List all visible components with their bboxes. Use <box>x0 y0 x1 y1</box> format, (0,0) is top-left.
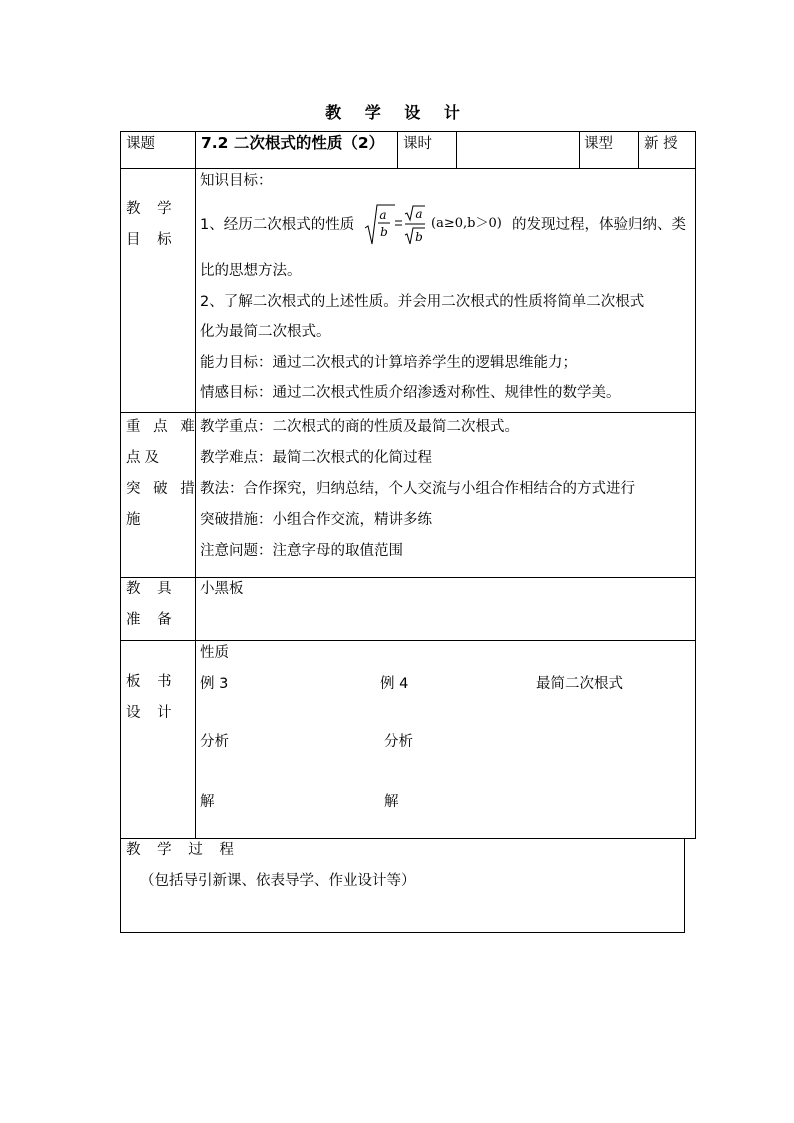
teaching-method: 教法：合作探究，归纳总结，个人交流与小组合作相结合的方式进行 <box>200 481 635 497</box>
tools-value: 小黑板 <box>200 581 244 597</box>
hours-label: 课时 <box>403 136 432 152</box>
header-divider-2 <box>456 131 457 169</box>
keypoints-label-line2: 点及 <box>126 450 163 466</box>
objective-item1-line2: 比的思想方法。 <box>200 263 302 279</box>
knowledge-heading: 知识目标： <box>200 173 273 189</box>
board-solution-1: 解 <box>200 794 215 810</box>
row-divider-keypoints <box>120 577 696 578</box>
tools-label-line2: 准 备 <box>126 612 178 628</box>
objectives-label-line1: 教 学 <box>126 201 178 217</box>
process-note: （包括导引新课、依表导学、作业设计等） <box>140 873 416 889</box>
process-right-border <box>684 838 685 933</box>
objective-item1-prefix: 1、经历二次根式的性质 <box>200 217 355 233</box>
formula-rhs-denominator: b <box>415 230 423 244</box>
formula-condition: (a≥0,b＞0) <box>431 216 502 231</box>
objective-item2-line1: 2、了解二次根式的上述性质。并会用二次根式的性质将简单二次根式 <box>200 294 645 310</box>
keypoints-label-line1: 重 点 难 <box>126 419 199 435</box>
objective-item1-suffix: 的发现过程，体验归纳、类 <box>512 217 686 233</box>
row-divider-tools <box>120 640 696 641</box>
header-divider-3 <box>579 131 580 169</box>
topic-value: 7.2 二次根式的性质（2） <box>201 134 385 152</box>
objective-item2-line2: 化为最简二次根式。 <box>200 324 331 340</box>
breakthrough-measures: 突破措施：小组合作交流，精讲多练 <box>200 512 432 528</box>
table-right-border <box>695 131 696 839</box>
ability-objective: 能力目标：通过二次根式的计算培养学生的逻辑思维能力； <box>200 355 577 371</box>
quotient-root-formula <box>364 202 426 248</box>
keypoints-label-line4: 施 <box>126 512 141 528</box>
board-label-line2: 设 计 <box>126 705 178 721</box>
teaching-difficulty: 教学难点：最简二次根式的化简过程 <box>200 450 432 466</box>
teaching-focus: 教学重点：二次根式的商的性质及最简二次根式。 <box>200 419 519 435</box>
table-top-border <box>120 131 696 132</box>
tools-label-line1: 教 具 <box>126 581 178 597</box>
row-divider-objectives <box>120 412 696 413</box>
board-analysis-2: 分析 <box>384 734 413 750</box>
formula-lhs-numerator: a <box>379 208 387 222</box>
document-title: 教 学 设 计 <box>325 103 469 122</box>
type-label: 课型 <box>584 136 613 152</box>
formula-rhs-numerator: a <box>415 207 423 221</box>
formula-lhs-denominator: b <box>380 225 388 239</box>
row-divider-board <box>120 838 696 839</box>
board-simplest-radical: 最简二次根式 <box>536 676 623 692</box>
row-divider-header <box>120 168 696 169</box>
keypoints-label-line3: 突 破 措 <box>126 481 199 497</box>
board-solution-2: 解 <box>384 794 399 810</box>
objectives-label-line2: 目 标 <box>126 232 178 248</box>
emotion-objective: 情感目标：通过二次根式性质介绍渗透对称性、规律性的数学美。 <box>200 385 621 401</box>
header-divider-1 <box>397 131 398 169</box>
type-value: 新 授 <box>644 136 678 152</box>
board-example-3: 例 3 <box>200 676 229 692</box>
topic-label: 课题 <box>126 136 155 152</box>
process-bottom-border <box>120 932 685 933</box>
table-left-border <box>120 131 121 933</box>
header-divider-4 <box>638 131 639 169</box>
board-property: 性质 <box>200 645 229 661</box>
board-analysis-1: 分析 <box>200 734 229 750</box>
board-label-line1: 板 书 <box>126 674 178 690</box>
process-label: 教 学 过 程 <box>126 842 240 858</box>
attention-notes: 注意问题：注意字母的取值范围 <box>200 543 403 559</box>
board-example-4: 例 4 <box>380 676 409 692</box>
